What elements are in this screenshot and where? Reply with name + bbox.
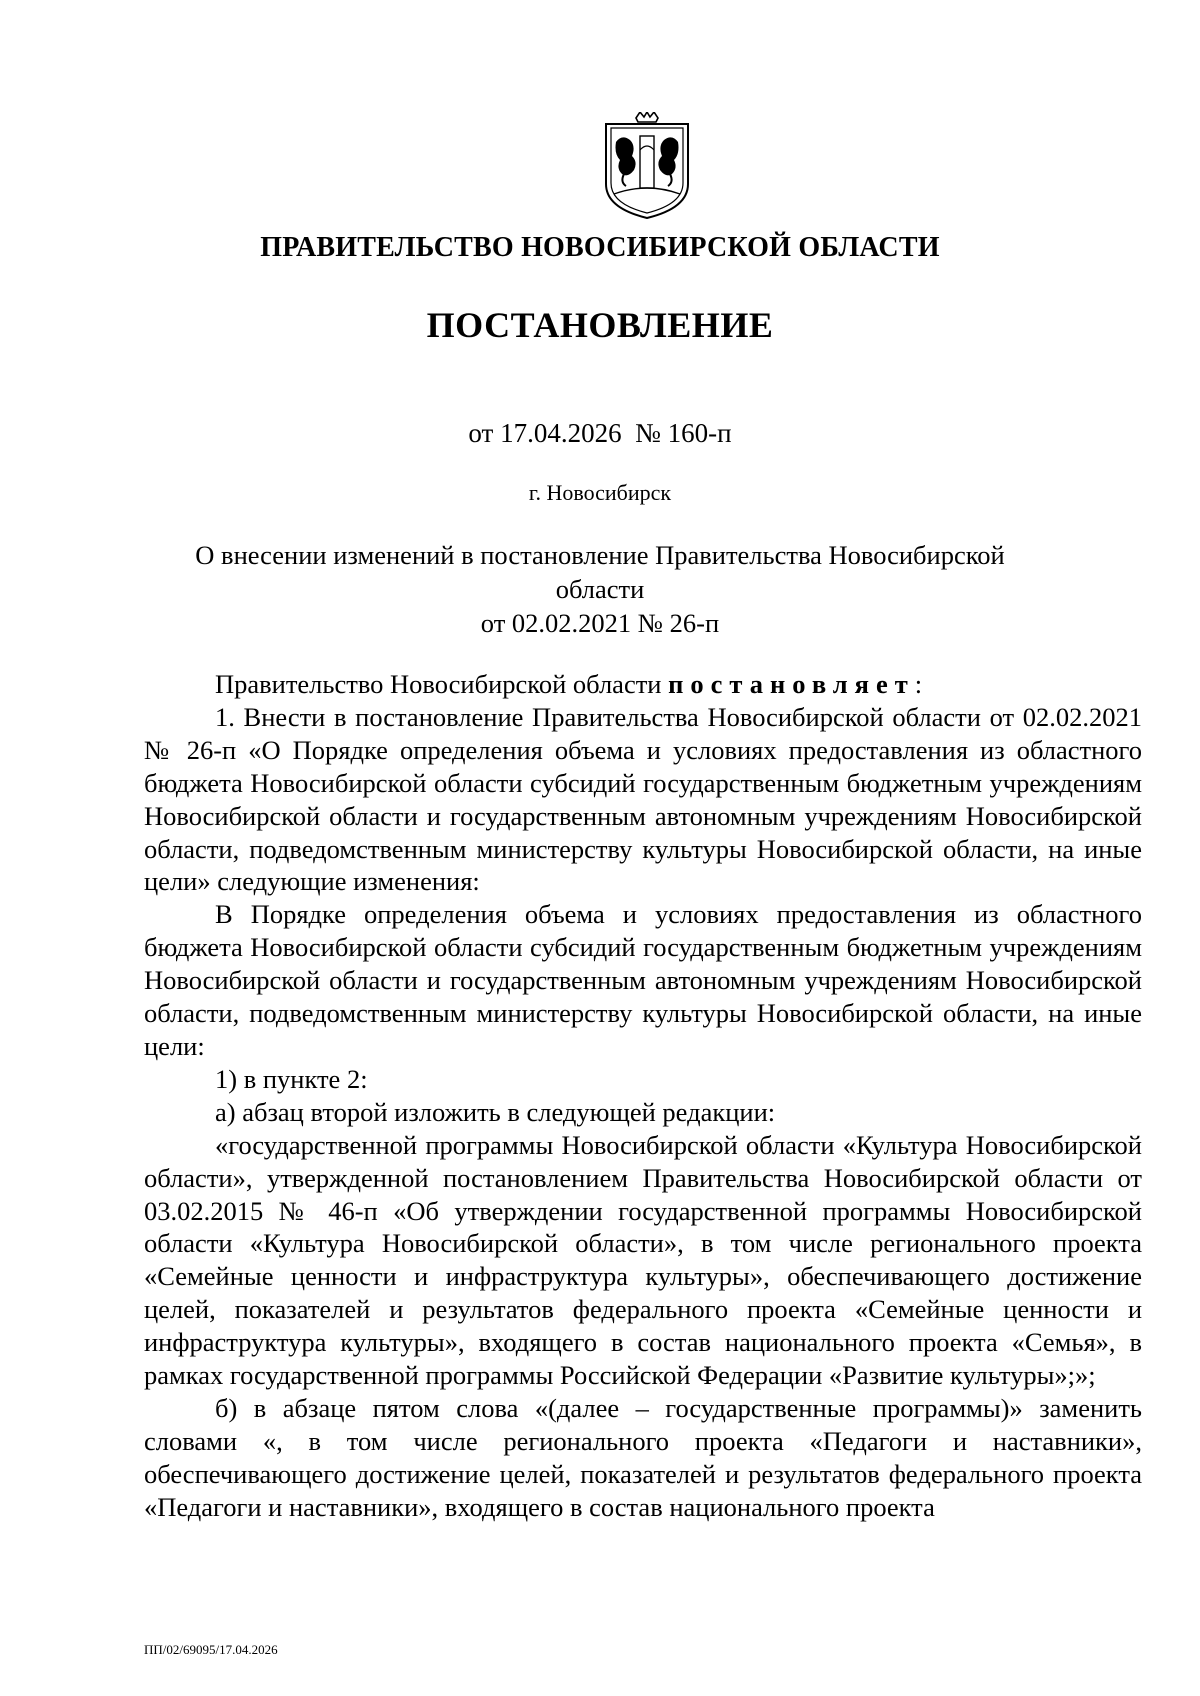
intro-colon: : (914, 669, 923, 699)
paragraph-2: В Порядке определения объема и условиях предоставления из областного бюджета Новосибирской области субсидий государственным бюджетным учреждениям Новосибирской области и государственным автономным учреждениям Новосибирской области, подведомственным министерству культуры Новосибирской области, на иные цели: (144, 899, 1142, 1061)
intro-text: Правительство Новосибирской области (215, 669, 662, 699)
city-line: г. Новосибирск (528, 480, 672, 505)
paragraph-4: а) абзац второй изложить в следующей редакции: (215, 1096, 776, 1127)
document-number: 160-п (667, 418, 732, 448)
subject-line-2: от 02.02.2021 № 26-п (480, 608, 720, 638)
document-body (144, 668, 1142, 1524)
resolution-verb: постановляет (668, 669, 915, 699)
paragraph-5: «государственной программы Новосибирской области «Культура Новосибирской области», утвержденной постановлением Правительства Новосибирской области от 03.02.2015 № 46-п «Об утверждении государственной программы Новосибирской области «Культура Новосибирской области», в том числе регионального проекта «Семейные ценности и инфраструктура культуры», обеспечивающего достижение целей, показателей и результатов федерального проекта «Семейные ценности и инфраструктура культуры», входящего в состав национального проекта «Семья», в рамках государственной программы Российской Федерации «Развитие культуры»;»; (144, 1129, 1142, 1391)
document-date: 17.04.2026 (500, 418, 622, 448)
subject-line-1: О внесении изменений в постановление Правительства Новосибирской области (195, 540, 1005, 604)
number-sign: № (635, 418, 661, 448)
document-type-title: ПОСТАНОВЛЕНИЕ (426, 305, 774, 345)
paragraph-6: б) в абзаце пятом слова «(далее – государственные программы)» заменить словами «, в том числе регионального проекта «Педагоги и наставники», обеспечивающего достижение целей, показателей и результатов федерального проекта «Педагоги и наставники», входящего в состав национального проекта (144, 1392, 1142, 1522)
coat-of-arms-icon (602, 112, 692, 220)
organization-title: ПРАВИТЕЛЬСТВО НОВОСИБИРСКОЙ ОБЛАСТИ (260, 232, 940, 263)
paragraph-3: 1) в пункте 2: (215, 1063, 368, 1094)
intro-paragraph (144, 668, 1142, 701)
document-subject (150, 538, 1050, 640)
paragraph-1: 1. Внести в постановление Правительства Новосибирской области от 02.02.2021 № 26-п «О Порядке определения объема и условиях предоставления из областного бюджета Новосибирской области субсидий государственным бюджетным учреждениям Новосибирской области и государственным автономным учреждениям Новосибирской области, подведомственным министерству культуры Новосибирской области, на иные цели» следующие изменения: (144, 701, 1142, 897)
footer-code: ПП/02/69095/17.04.2026 (144, 1642, 278, 1657)
date-number-line (0, 418, 1200, 449)
date-prefix: от (468, 418, 494, 448)
